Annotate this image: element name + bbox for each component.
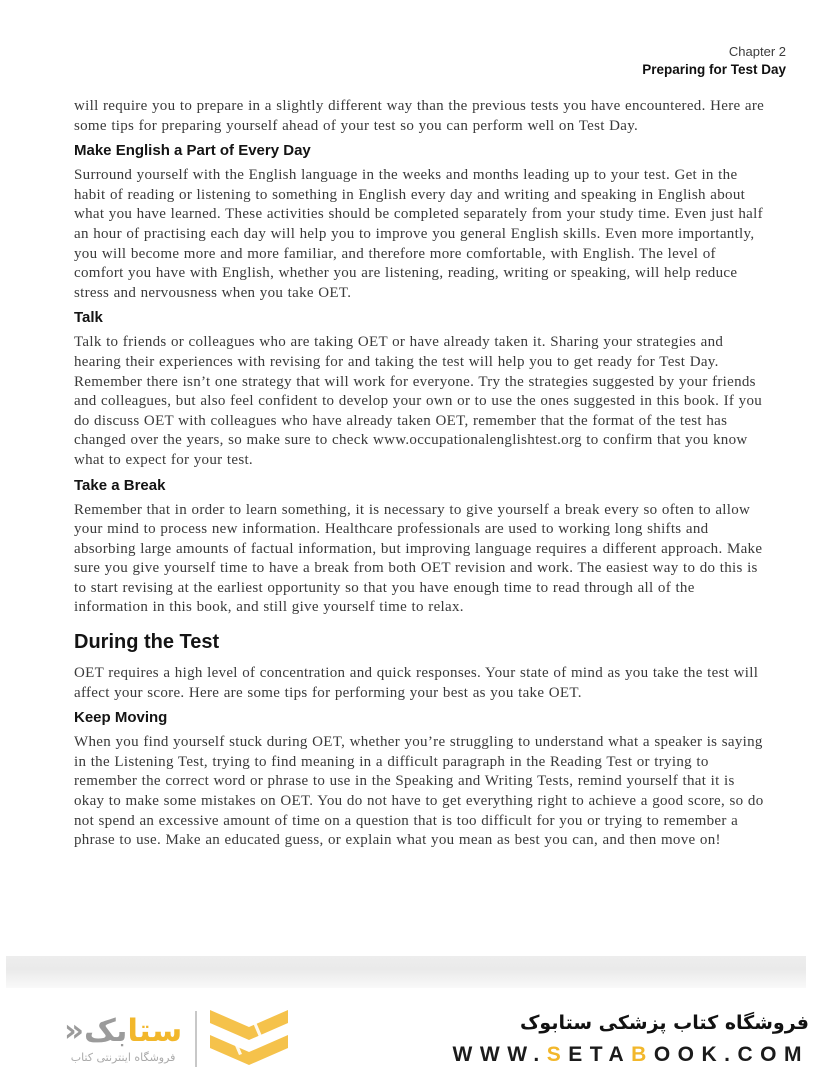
site-url bbox=[453, 1043, 809, 1067]
logo-caption: فروشگاه اینترنتی کتاب bbox=[70, 1051, 176, 1064]
heading-during-the-test: During the Test bbox=[74, 631, 220, 654]
footer-right-block bbox=[453, 1011, 809, 1067]
url-part: ETA bbox=[568, 1043, 632, 1066]
heading-take-a-break: Take a Break bbox=[74, 476, 166, 494]
url-accent-b: B bbox=[631, 1043, 654, 1066]
paragraph-during-the-test: OET requires a high level of concentration and quick responses. Your state of mind as you take the test will affect your score. Here are some tips for performing your best as you take OET. bbox=[74, 665, 759, 701]
heading-keep-moving: Keep Moving bbox=[74, 709, 168, 727]
wordmark-guillemet: « bbox=[64, 1013, 85, 1049]
page-bottom-shadow bbox=[6, 956, 806, 992]
wordmark-gray-part: بک bbox=[84, 1013, 128, 1049]
page-header bbox=[642, 44, 786, 78]
intro-paragraph: will require you to prepare in a slightly different way than the previous tests you have encountered. Here are some tips for preparing yourself ahead of your test so you can perform well on Test Day. bbox=[74, 98, 765, 134]
heading-talk: Talk bbox=[74, 309, 103, 327]
url-accent-s: S bbox=[546, 1043, 569, 1066]
logo-text-block bbox=[64, 1014, 182, 1064]
paragraph-take-a-break: Remember that in order to learn something, it is necessary to give yourself a break every so often to allow your mind to process new information. Healthcare professionals are used to working long shifts and absorbing large amounts of factual information, but improving language requires a different approach. Make sure you give yourself time to have a break from both OET revision and work. The easiest way to do this is to start revising at the earliest opportunity so that you have enough time to read through all of the information in this book, and still give yourself time to relax. bbox=[74, 501, 763, 616]
store-tagline: فروشگاه کتاب پزشکی ستابوک bbox=[519, 1012, 809, 1034]
setabook-logo bbox=[64, 1006, 288, 1072]
chapter-title: Preparing for Test Day bbox=[642, 62, 786, 77]
url-part: WWW. bbox=[452, 1043, 547, 1066]
wordmark-yellow-part: ستا bbox=[127, 1013, 183, 1049]
heading-make-english: Make English a Part of Every Day bbox=[74, 142, 311, 160]
footer-watermark bbox=[0, 988, 832, 1080]
page-body bbox=[74, 97, 766, 851]
paragraph-talk: Talk to friends or colleagues who are taking OET or have already taken it. Sharing your strategies and hearing their experiences with revising for and taking the test will help you to get ready for Test Day. Remember there isn’t one strategy that will work for everyone. Try the strategies suggested by your friends and colleagues, but also feel confident to develop your own or to use the ones suggested in this book. If you do discuss OET with colleagues who have already taken OET, remember that the format of the test has changed over the years, so make sure to check www.occupationalenglishtest.org to confirm that you know what to expect for your test. bbox=[74, 334, 763, 468]
chapter-label: Chapter 2 bbox=[728, 44, 786, 59]
paragraph-keep-moving: When you find yourself stuck during OET, whether you’re struggling to understand what a speaker is saying in the Listening Test, trying to find meaning in a difficult paragraph in the Reading Test or trying to remember the correct word or phrase to use in the Speaking and Writing Tests, remind yourself that it is okay to make some mistakes on OET. You do not have to get everything right to achieve a good score, so do not spend an excessive amount of time on a question that is too difficult for you or trying to remember a phrase to use. Make an educated guess, or explain what you mean as best you can, and then move on! bbox=[74, 734, 764, 849]
setabook-wordmark bbox=[64, 1014, 182, 1048]
paragraph-make-english: Surround yourself with the English language in the weeks and months leading up to your test. Get in the habit of reading or listening to something in English every day and writing and speaking in English about what you have learned. These activities should be completed separately from your study time. Even just half an hour of practising each day will help you to improve you general English skills. Even more importantly, you will become more and more familiar, and therefore more comfortable, with English. The level of comfort you have with English, whether you are listening, reading, writing or speaking, will help reduce stress and nervousness when you take OET. bbox=[74, 167, 763, 301]
double-chevron-down-icon bbox=[210, 1010, 288, 1068]
footer-divider bbox=[195, 1011, 197, 1067]
url-part: OOK.COM bbox=[653, 1043, 809, 1066]
